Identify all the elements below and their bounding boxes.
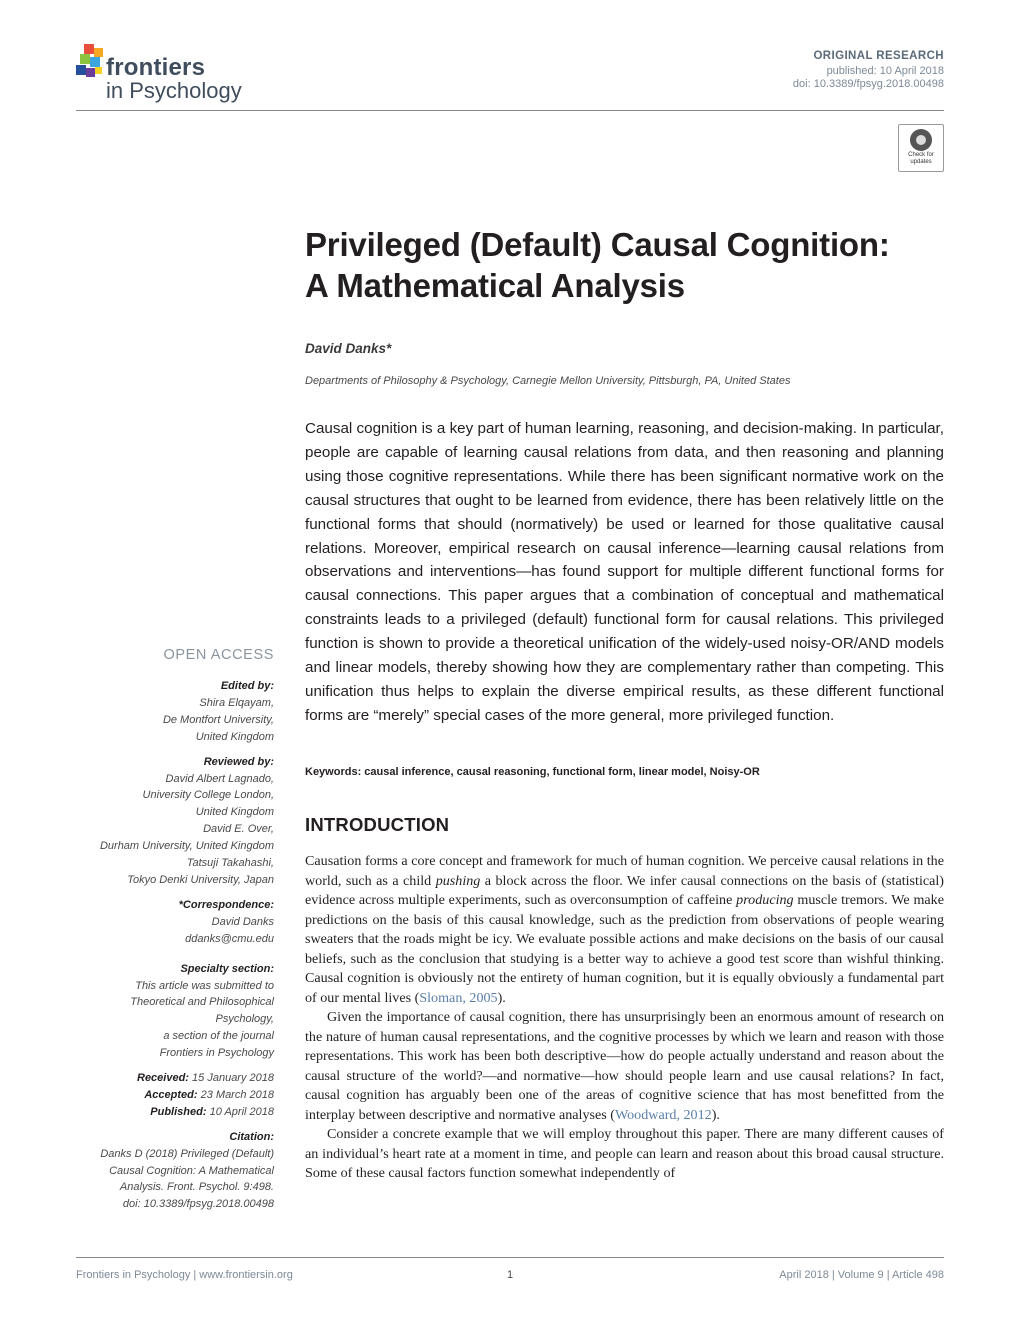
specialty-line[interactable]: Theoretical and Philosophical bbox=[130, 996, 274, 1009]
reviewer-line[interactable]: Tatsuji Takahashi, bbox=[186, 857, 274, 870]
reviewer-line[interactable]: David Albert Lagnado, bbox=[165, 772, 274, 785]
check-updates-line2: updates bbox=[910, 158, 932, 165]
section-heading-introduction: INTRODUCTION bbox=[305, 814, 450, 835]
abstract: Causal cognition is a key part of human learning, reasoning, and decision-making. In particular, people are capable of learning causal relations from data, and then reasoning and planning using those cognitive representations. While there has been significant normative work on the causal structures that ought to be learned from evidence, there has been relatively little on the functional forms that should (normatively) be used or learned for those qualitative causal relations. Moreover, empirical research on causal inference—learning causal relations from observations and interventions—has found support for multiple different functional forms for causal connections. This paper argues that a combination of conceptual and mathematical constraints leads to a privileged (default) functional form for causal relations. This privileged function is shown to provide a theoretical unification of the widely-used noisy-OR/AND models and linear models, thereby showing how they are complementary rather than competing. This unification thus helps to explain the diverse empirical results, as these different functional forms are “merely” special cases of the more general, more privileged function. bbox=[305, 420, 944, 724]
specialty-line: a section of the journal bbox=[163, 1030, 274, 1043]
paragraph bbox=[305, 852, 944, 1008]
article-title bbox=[305, 224, 955, 306]
author-name[interactable]: David Danks* bbox=[305, 341, 392, 356]
edited-by-label: Edited by: bbox=[220, 680, 274, 692]
author-affiliation: Departments of Philosophy & Psychology, Carnegie Mellon University, Pittsburgh, PA, United States bbox=[305, 375, 791, 387]
reviewed-by-label: Reviewed by: bbox=[203, 755, 274, 768]
editor-line[interactable]: Shira Elqayam, bbox=[199, 696, 274, 709]
citation-line: Analysis. Front. Psychol. 9:498. bbox=[119, 1181, 274, 1194]
received-date bbox=[76, 1070, 274, 1087]
header-divider bbox=[76, 110, 944, 111]
reviewer-line: United Kingdom bbox=[195, 806, 274, 819]
reviewer-line: Tokyo Denki University, Japan bbox=[127, 873, 274, 886]
check-updates-line1: Check for bbox=[908, 152, 934, 158]
frontiers-logo-icon bbox=[76, 44, 110, 84]
paragraph bbox=[305, 1008, 944, 1125]
text-run: ). bbox=[497, 989, 506, 1006]
received-label: Received: bbox=[137, 1072, 189, 1085]
citation-link[interactable]: Sloman, 2005 bbox=[419, 989, 498, 1006]
article-type: ORIGINAL RESEARCH bbox=[813, 50, 944, 62]
published-date-sidebar bbox=[76, 1104, 274, 1121]
specialty-line: Frontiers in Psychology bbox=[159, 1047, 274, 1060]
text-run: muscle tremors. We make predictions on the basis of this causal knowledge, such as the prediction from observations of people wearing sweaters that the roads might be icy. We evaluate possible actions and make decisions on the basis of our causal beliefs, such as the conclusion that studying is a better way to achieve a good test score than wishful thinking. Causal cognition is obviously not the entirety of human cognition, but it is equally obviously a fundamental part of our mental lives ( bbox=[305, 892, 944, 1006]
published-value: 10 April 2018 bbox=[209, 1105, 274, 1118]
correspondence-email[interactable]: ddanks@cmu.edu bbox=[185, 932, 274, 945]
body-text bbox=[305, 852, 944, 1184]
footer-divider bbox=[76, 1257, 944, 1258]
emphasis: producing bbox=[736, 892, 794, 908]
specialty-line: This article was submitted to bbox=[135, 979, 274, 992]
editor-line: United Kingdom bbox=[195, 730, 274, 743]
keywords: Keywords: causal inference, causal reasoning, functional form, linear model, Noisy-OR bbox=[305, 766, 760, 778]
citation-line: Danks D (2018) Privileged (Default) bbox=[100, 1147, 274, 1160]
title-line-1: Privileged (Default) Causal Cognition: bbox=[305, 226, 890, 263]
correspondence-label: *Correspondence: bbox=[178, 898, 274, 911]
text-run: Causation forms a core concept and framework for much of human cognition. We perceive causal relations in the world, such as a child bbox=[305, 853, 944, 889]
reviewer-line: University College London, bbox=[142, 789, 274, 802]
open-access-label: OPEN ACCESS bbox=[163, 647, 274, 663]
text-run: a block across the floor. We infer causal connections on the basis of (statistical) evidence across multiple experiments, such as overconsumption of caffeine bbox=[305, 872, 944, 908]
footer-journal-link[interactable]: Frontiers in Psychology | www.frontiersin.org bbox=[76, 1269, 293, 1281]
correspondence-name: David Danks bbox=[211, 915, 274, 928]
title-line-2: A Mathematical Analysis bbox=[305, 267, 685, 304]
paragraph: Consider a concrete example that we will employ throughout this paper. There are many different causes of an individual’s heart rate at a moment in time, and people can learn and reason about this broad causal structure. Some of these causal factors function somewhat independently of bbox=[305, 1126, 944, 1181]
accepted-label: Accepted: bbox=[144, 1088, 198, 1101]
doi-link[interactable]: doi: 10.3389/fpsyg.2018.00498 bbox=[792, 78, 944, 90]
logo-wordmark-journal: in Psychology bbox=[106, 78, 242, 103]
text-run: Given the importance of causal cognition, there has unsurprisingly been an enormous amount of research on the nature of human causal representations, and the cognitive processes by which we learn and reason with those representations. This work has been both descriptive—how do people actually understand and reason about the causal structure of the world?—and normative—how should people learn and use causal relations? In fact, causal cognition has arguably been one of the areas of cognitive science that has most benefitted from the interplay between descriptive and normative analyses ( bbox=[305, 1009, 944, 1123]
emphasis: pushing bbox=[435, 872, 481, 889]
citation-label: Citation: bbox=[229, 1130, 274, 1143]
check-for-updates-button[interactable] bbox=[898, 124, 944, 172]
text-run: ). bbox=[711, 1106, 720, 1123]
reviewer-line: Durham University, United Kingdom bbox=[99, 840, 274, 853]
citation-line[interactable]: doi: 10.3389/fpsyg.2018.00498 bbox=[122, 1198, 274, 1211]
footer-issue-info: April 2018 | Volume 9 | Article 498 bbox=[779, 1269, 944, 1281]
specialty-line: Psychology, bbox=[215, 1013, 274, 1026]
citation-link[interactable]: Woodward, 2012 bbox=[614, 1106, 712, 1123]
editor-line: De Montfort University, bbox=[162, 713, 274, 726]
accepted-date bbox=[76, 1087, 274, 1104]
citation-line: Causal Cognition: A Mathematical bbox=[109, 1164, 274, 1177]
accepted-value: 23 March 2018 bbox=[200, 1088, 274, 1101]
received-value: 15 January 2018 bbox=[192, 1072, 274, 1085]
logo-wordmark-frontiers: frontiers bbox=[106, 54, 206, 81]
reviewer-line[interactable]: David E. Over, bbox=[203, 823, 274, 836]
specialty-section-label: Specialty section: bbox=[180, 962, 274, 975]
published-label: Published: bbox=[150, 1105, 207, 1118]
journal-logo[interactable] bbox=[76, 44, 276, 104]
page-number: 1 bbox=[507, 1269, 514, 1281]
published-date: published: 10 April 2018 bbox=[826, 65, 944, 77]
article-info-sidebar bbox=[76, 646, 274, 1213]
check-updates-icon bbox=[910, 129, 932, 151]
